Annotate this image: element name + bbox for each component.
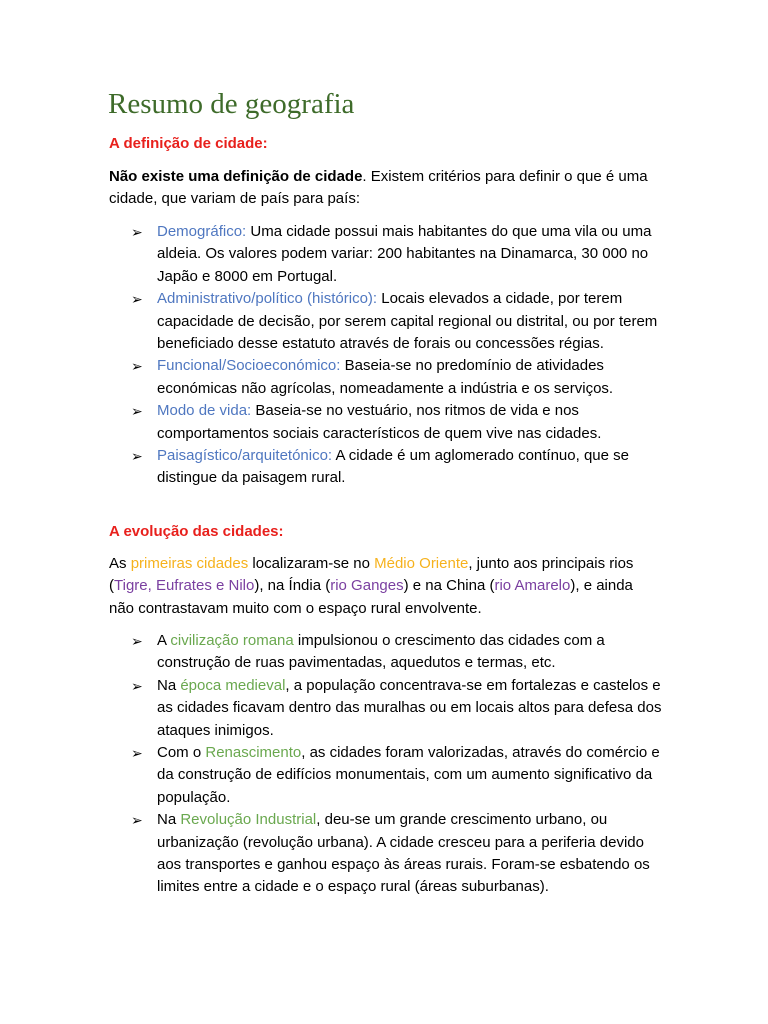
arrowhead-bullet-icon: ➢: [131, 745, 143, 762]
term-label: Revolução Industrial: [180, 811, 317, 829]
item-text: Baseia-se no vestuário, nos ritmos de vida e nos comportamentos sociais característicos de quem vive nas cidades.: [157, 402, 602, 442]
term-medio-oriente: Médio Oriente: [374, 555, 469, 572]
arrowhead-bullet-icon: ➢: [131, 633, 143, 649]
term-label: Paisagístico/arquitetónico:: [157, 447, 333, 465]
arrowhead-bullet-icon: ➢: [131, 812, 143, 829]
evolution-list: [0, 630, 768, 899]
list-item: [0, 355, 667, 400]
arrowhead-bullet-icon: ➢: [131, 677, 143, 694]
term-primeiras-cidades: primeiras cidades: [130, 555, 249, 572]
item-text: , deu-se um grande crescimento urbano, ou urbanização (revolução urbana). A cidade cresceu para a periferia devido aos transportes e ganhou espaço às áreas rurais. Foram-se esbatendo os limites entre a cidade e o espaço rural (áreas suburbanas).: [157, 811, 650, 896]
item-prefix: Com o: [157, 744, 206, 762]
section-heading-definicao: A definição de cidade:: [109, 135, 268, 152]
arrowhead-bullet-icon: ➢: [131, 224, 143, 240]
list-item: [0, 288, 667, 355]
term-rio-amarelo: rio Amarelo: [494, 577, 571, 595]
arrowhead-bullet-icon: ➢: [131, 403, 143, 420]
item-prefix: Na: [157, 676, 181, 694]
term-rios: Tigre, Eufrates e Nilo: [114, 577, 255, 595]
term-rio-ganges: rio Ganges: [330, 577, 404, 595]
term-label: civilização romana: [170, 632, 294, 649]
item-text: Uma cidade possui mais habitantes do que uma vila ou uma aldeia. Os valores podem variar: 200 habitantes na Dinamarca, 30 000 no Japão e 8000 em Portugal.: [157, 223, 652, 285]
intro-text: ), e ainda não contrastavam muito com o espaço rural envolvente.: [109, 577, 633, 617]
term-label: Administrativo/político (histórico):: [157, 290, 378, 308]
list-item: [0, 445, 667, 490]
item-text: , as cidades foram valorizadas, através do comércio e da construção de edifícios monumentais, com um aumento significativo da população.: [157, 744, 660, 806]
list-item: [0, 400, 667, 445]
term-label: Renascimento: [205, 744, 302, 762]
item-text: , a população concentrava-se em fortalezas e castelos e as cidades ficavam dentro das muralhas ou em locais altos para defesa dos ataques inimigos.: [157, 676, 662, 739]
term-label: Demográfico:: [157, 223, 247, 240]
intro-text: ), na Índia (: [254, 577, 331, 595]
list-item: [0, 675, 667, 742]
item-text: Baseia-se no predomínio de atividades económicas não agrícolas, nomeadamente a indústria e os serviços.: [157, 357, 614, 397]
definition-intro: [109, 166, 657, 211]
intro-bold-text: Não existe uma definição de cidade: [109, 168, 363, 185]
item-text: A cidade é um aglomerado contínuo, que se distingue da paisagem rural.: [157, 447, 629, 487]
criteria-list: [0, 221, 768, 490]
intro-text: ) e na China (: [403, 577, 495, 595]
term-label: Funcional/Socioeconómico:: [157, 357, 341, 375]
item-prefix: A: [157, 632, 171, 649]
item-text: Locais elevados a cidade, por terem capacidade de decisão, por serem capital regional ou distrital, ou por terem beneficiado desse estatuto através de forais ou concessões régias.: [157, 290, 658, 353]
arrowhead-bullet-icon: ➢: [131, 448, 143, 465]
term-label: Modo de vida:: [157, 402, 252, 420]
term-label: época medieval: [180, 676, 286, 694]
intro-text: As: [109, 555, 131, 572]
intro-text: localizaram-se no: [248, 555, 375, 572]
list-item: [0, 221, 667, 288]
section-heading-evolucao: A evolução das cidades:: [109, 523, 284, 540]
page-title: Resumo de geografia: [108, 88, 355, 120]
intro-text: . Existem critérios para definir o que é uma cidade, que variam de país para país:: [109, 168, 648, 208]
list-item: [0, 742, 667, 809]
list-item: [0, 630, 667, 675]
list-item: [0, 809, 667, 899]
evolution-intro: [109, 553, 657, 620]
item-prefix: Na: [157, 811, 181, 829]
arrowhead-bullet-icon: ➢: [131, 291, 143, 308]
intro-text: , junto aos principais rios (: [109, 555, 634, 595]
arrowhead-bullet-icon: ➢: [131, 358, 143, 375]
item-text: impulsionou o crescimento das cidades com a construção de ruas pavimentadas, aquedutos e termas, etc.: [157, 632, 605, 672]
